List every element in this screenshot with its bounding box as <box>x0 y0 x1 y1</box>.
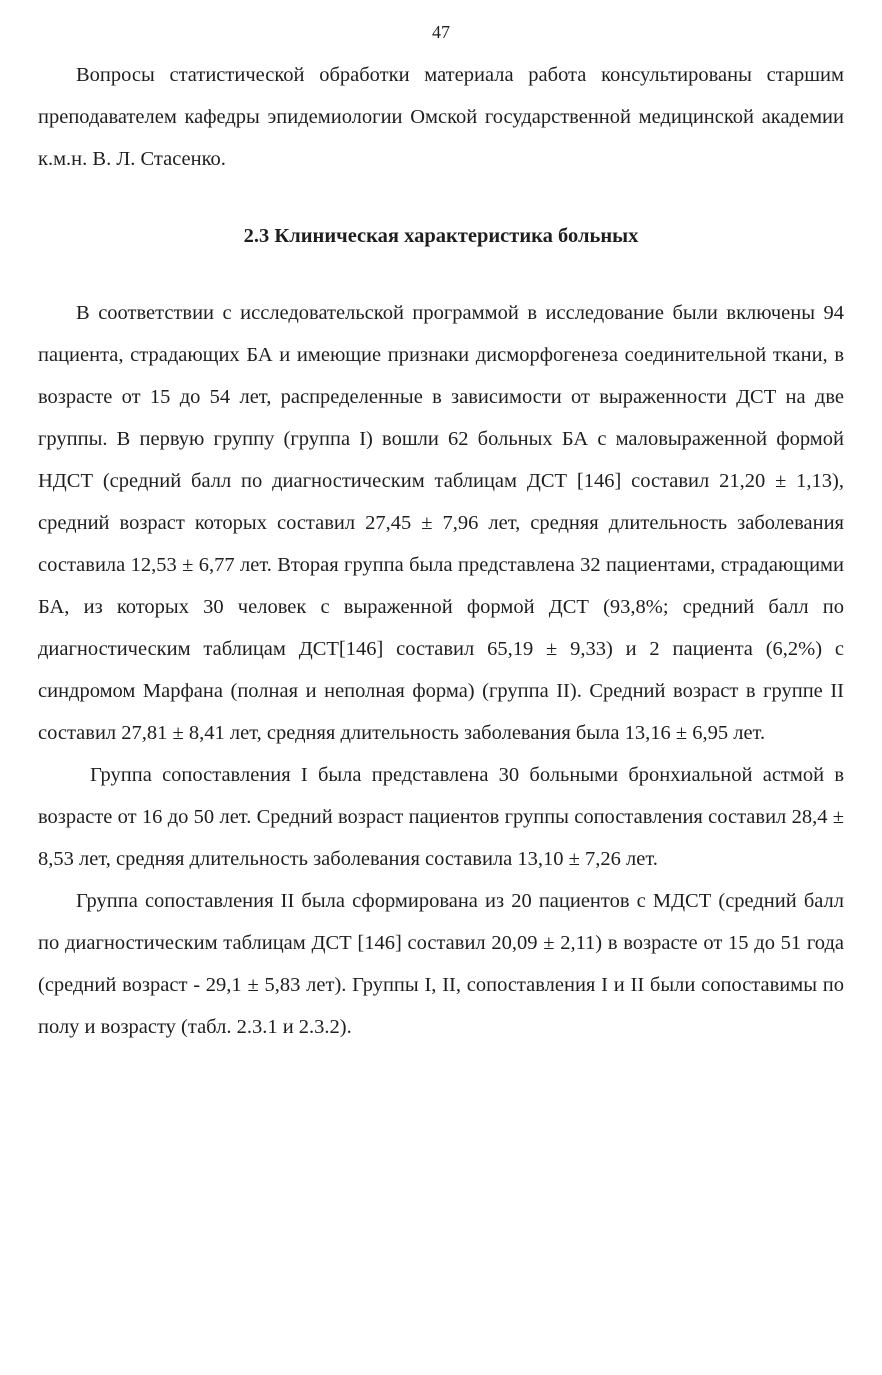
document-body <box>38 54 844 1048</box>
paragraph-patient-groups: В соответствии с исследовательской программой в исследование были включены 94 пациента, страдающих БА и имеющие признаки дисморфогенеза соединительной ткани, в возрасте от 15 до 54 лет, распределенные в зависимости от выраженности ДСТ на две группы. В первую группу (группа I) вошли 62 больных БА с маловыраженной формой НДСТ (средний балл по диагностическим таблицам ДСТ [146] составил 21,20 ± 1,13), средний возраст которых составил 27,45 ± 7,96 лет, средняя длительность заболевания составила 12,53 ± 6,77 лет. Вторая группа была представлена 32 пациентами, страдающими БА, из которых 30 человек с выраженной формой ДСТ (93,8%; средний балл по диагностическим таблицам ДСТ[146] составил 65,19 ± 9,33) и 2 пациента (6,2%) с синдромом Марфана (полная и неполная форма) (группа II). Средний возраст в группе II составил 27,81 ± 8,41 лет, средняя длительность заболевания была 13,16 ± 6,95 лет. <box>38 302 844 744</box>
paragraph-acknowledgement: Вопросы статистической обработки материала работа консультированы старшим преподавателем кафедры эпидемиологии Омской государственной медицинской академии к.м.н. В. Л. Стасенко. <box>38 64 844 170</box>
section-heading: 2.3 Клиническая характеристика больных <box>243 225 639 247</box>
page-number: 47 <box>432 22 450 42</box>
paragraph-comparison-group-1: Группа сопоставления I была представлена 30 больными бронхиальной астмой в возрасте от 16 до 50 лет. Средний возраст пациентов группы сопоставления составил 28,4 ± 8,53 лет, средняя длительность заболевания составила 13,10 ± 7,26 лет. <box>38 764 844 870</box>
paragraph-comparison-group-2: Группа сопоставления II была сформирована из 20 пациентов с МДСТ (средний балл по диагностическим таблицам ДСТ [146] составил 20,09 ± 2,11) в возрасте от 15 до 51 года (средний возраст - 29,1 ± 5,83 лет). Группы I, II, сопоставления I и II были сопоставимы по полу и возрасту (табл. 2.3.1 и 2.3.2). <box>38 890 844 1038</box>
